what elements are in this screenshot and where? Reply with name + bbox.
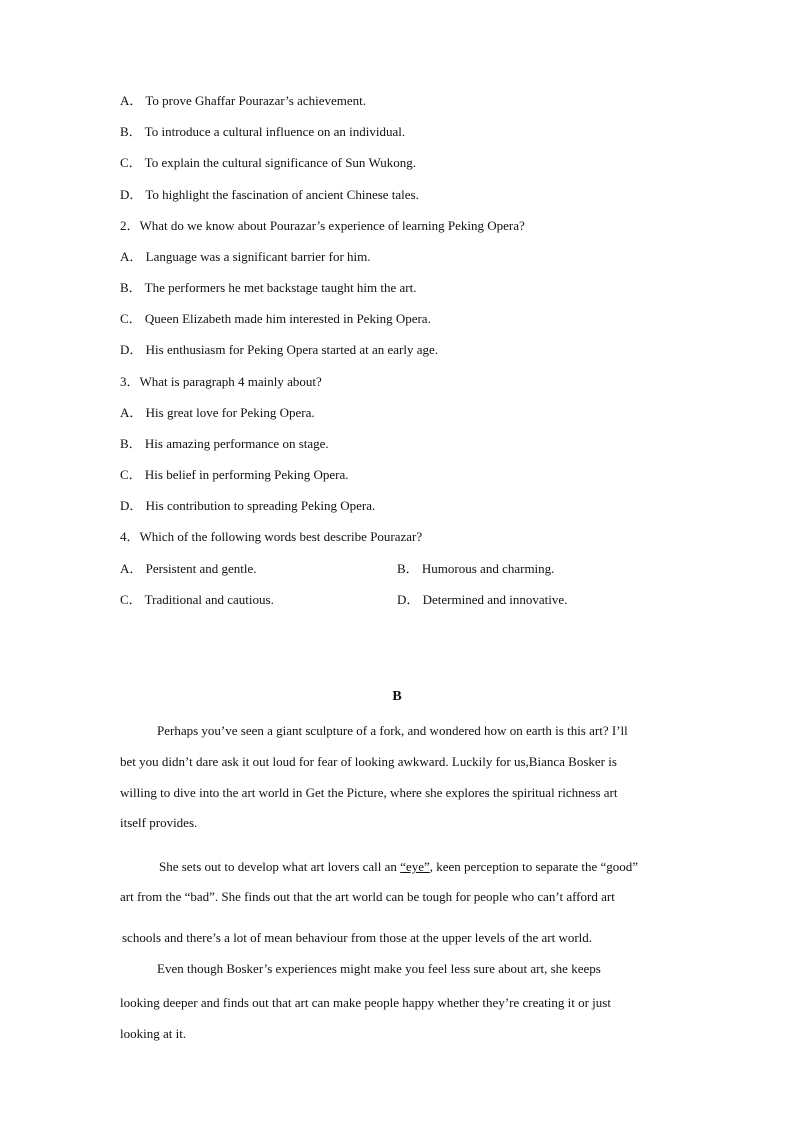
q4-option-a: A． Persistent and gentle.: [120, 561, 257, 576]
paragraph-2-line-3: schools and there’s a lot of mean behaviour from those at the upper levels of the art world.: [122, 930, 593, 945]
q1-option-b: B． To introduce a cultural influence on an individual.: [120, 124, 406, 139]
paragraph-1-line-1: Perhaps you’ve seen a giant sculpture of a fork, and wondered how on earth is this art? I’ll: [157, 723, 628, 738]
paragraph-2-text-after: , keen perception to separate the “good”: [429, 859, 639, 874]
q3-stem: 3．What is paragraph 4 mainly about?: [120, 374, 322, 389]
q3-option-a: A． His great love for Peking Opera.: [120, 405, 315, 420]
q2-stem: 2．What do we know about Pourazar’s experience of learning Peking Opera?: [120, 218, 525, 233]
section-b-title: B: [392, 689, 402, 704]
q4-option-d: D． Determined and innovative.: [397, 592, 568, 607]
q2-option-b: B． The performers he met backstage taught him the art.: [120, 280, 417, 295]
q2-option-a: A． Language was a significant barrier for him.: [120, 249, 371, 264]
q1-option-a: A． To prove Ghaffar Pourazar’s achievement.: [120, 93, 367, 108]
paragraph-1-line-3: willing to dive into the art world in Get the Picture, where she explores the spiritual richness art: [120, 785, 618, 800]
q2-option-d: D． His enthusiasm for Peking Opera started at an early age.: [120, 342, 439, 357]
q3-option-c: C． His belief in performing Peking Opera.: [120, 467, 349, 482]
q2-option-c: C． Queen Elizabeth made him interested in Peking Opera.: [120, 311, 431, 326]
q4-stem: 4．Which of the following words best describe Pourazar?: [120, 529, 423, 544]
q4-option-b: B． Humorous and charming.: [397, 561, 555, 576]
q1-option-c: C． To explain the cultural significance of Sun Wukong.: [120, 155, 416, 170]
paragraph-1-line-2: bet you didn’t dare ask it out loud for fear of looking awkward. Luckily for us,Bianca Bosker is: [120, 754, 617, 769]
paragraph-1-line-4: itself provides.: [120, 815, 198, 830]
q1-option-d: D． To highlight the fascination of ancient Chinese tales.: [120, 187, 419, 202]
underlined-eye: “eye”: [400, 859, 430, 874]
paragraph-2-text-before: She sets out to develop what art lovers call an: [159, 859, 401, 874]
q3-option-d: D． His contribution to spreading Peking Opera.: [120, 498, 376, 513]
paragraph-2-line-2: art from the “bad”. She finds out that the art world can be tough for people who can’t afford art: [120, 889, 615, 904]
paragraph-3-line-2: looking deeper and finds out that art can make people happy whether they’re creating it or just: [120, 995, 611, 1010]
paragraph-2-line-1: [159, 859, 638, 875]
paragraph-3-line-1: Even though Bosker’s experiences might make you feel less sure about art, she keeps: [157, 961, 601, 976]
paragraph-3-line-3: looking at it.: [120, 1026, 187, 1041]
q3-option-b: B． His amazing performance on stage.: [120, 436, 329, 451]
q4-option-c: C． Traditional and cautious.: [120, 592, 274, 607]
